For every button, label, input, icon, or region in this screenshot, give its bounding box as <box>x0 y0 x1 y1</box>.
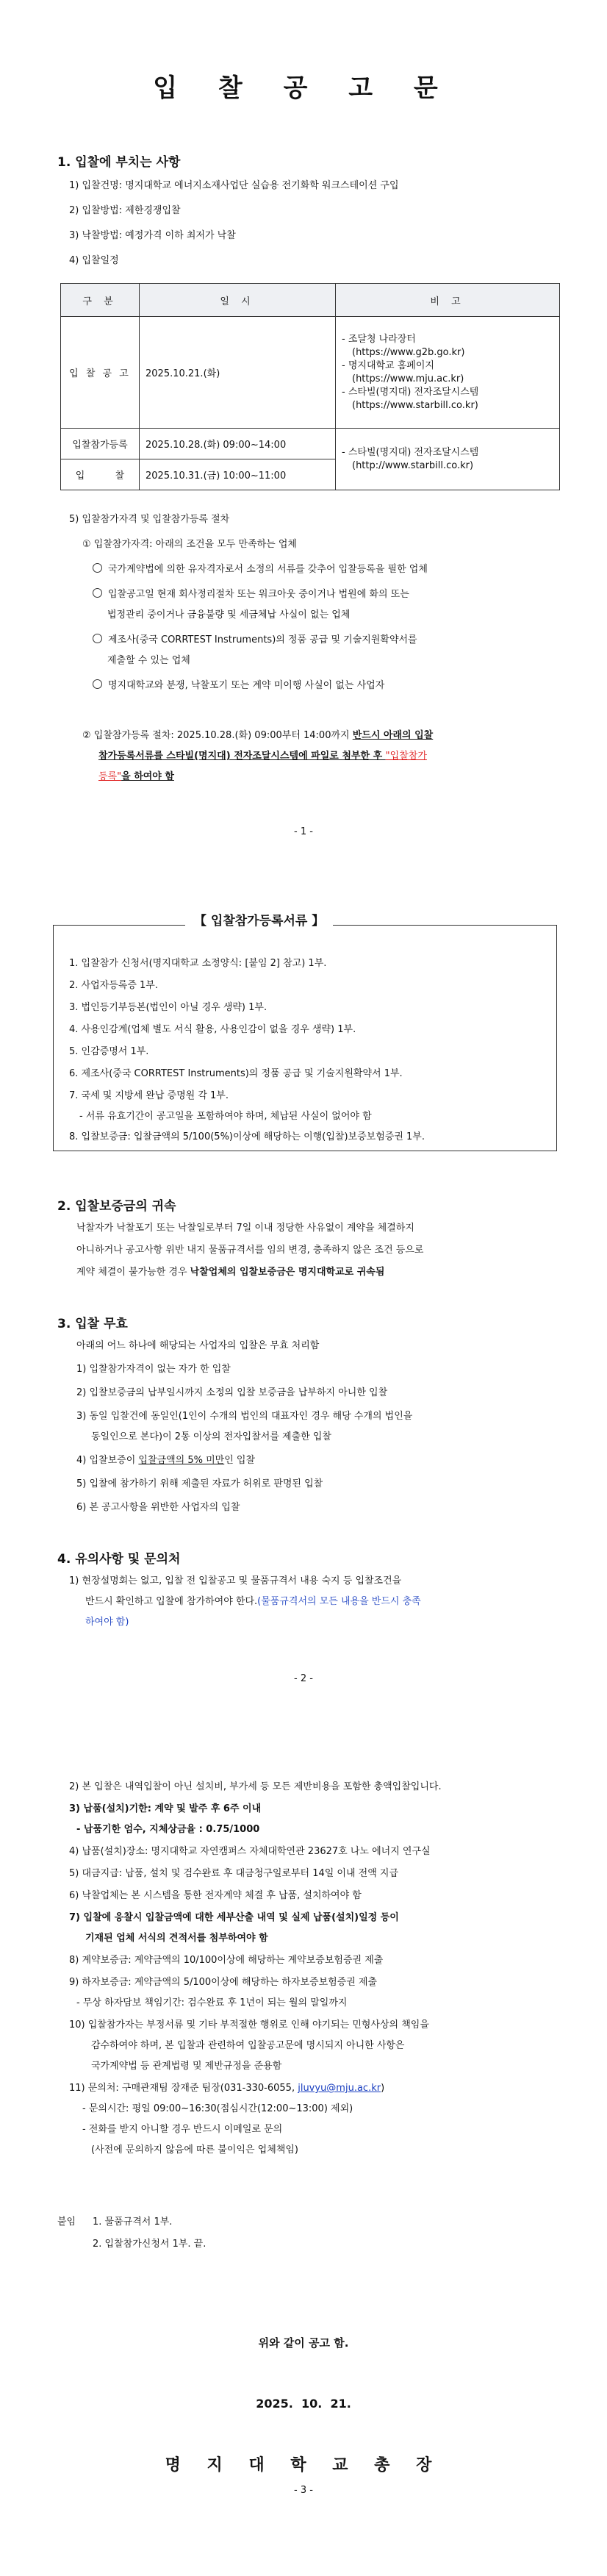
remark-starbill-2-url[interactable]: (http://www.starbill.co.kr) <box>352 459 474 471</box>
doc-5: 5. 인감증명서 1부. <box>69 1046 149 1057</box>
item-qualification-procedure: 5) 입찰참가자격 및 입찰참가등록 절차 <box>69 514 230 525</box>
p3-item-7-cont: 기재된 업체 서식의 견적서를 첨부하여야 함 <box>85 1933 268 1944</box>
registration-procedure-3: 등록"을 하여야 함 <box>98 771 174 782</box>
signatory: 명 지 대 학 교 총 장 <box>165 2456 442 2475</box>
p3-item-2: 2) 본 입찰은 내역입찰이 아닌 설치비, 부가세 등 모든 제반비용을 포함한 총액입찰입니다. <box>69 1781 442 1792</box>
s3-item-1: 1) 입찰참가자격이 없는 자가 한 입찰 <box>76 1364 231 1375</box>
p3-item-7: 7) 입찰에 응찰시 입찰금액에 대한 세부산출 내역 및 실제 납품(설치)일정 등이 <box>69 1912 399 1923</box>
remark-mju: - 명지대학교 홈페이지 <box>342 359 434 371</box>
s2-para-1: 낙찰자가 낙찰포기 또는 낙찰일로부터 7일 이내 정당한 사유없이 계약을 체결하지 <box>76 1223 414 1234</box>
p3-contact-email-note: - 전화를 받지 아니할 경우 반드시 이메일로 문의 <box>82 2124 283 2135</box>
p3-item-9-note: - 무상 하자담보 책임기간: 검수완료 후 1년이 되는 월의 말일까지 <box>76 1997 348 2008</box>
s3-item-5: 5) 입찰에 참가하기 위해 제출된 자료가 허위로 판명된 입찰 <box>76 1478 323 1489</box>
condition-1: 국가계약법에 의한 유자격자로서 소정의 서류를 갖추어 입찰등록을 필한 업체 <box>93 563 428 576</box>
col-header-category: 구 분 <box>61 284 140 317</box>
cell-registration: 입찰참가등록 <box>61 429 140 459</box>
p3-item-10-cont-2: 국가계약법 등 관계법령 및 제반규정을 준용함 <box>91 2061 282 2072</box>
circle-bullet-icon <box>93 563 102 573</box>
contact-email-link[interactable]: jluvyu@mju.ac.kr <box>298 2083 381 2094</box>
p3-item-3: 3) 납품(설치)기한: 계약 및 발주 후 6주 이내 <box>69 1803 262 1814</box>
page-title: 입 찰 공 고 문 <box>153 74 454 103</box>
doc-4: 4. 사용인감계(업체 별도 서식 활용, 사용인감이 없을 경우 생략) 1부. <box>69 1024 356 1035</box>
s4-item-1-cont-2: 하여야 함) <box>85 1617 129 1628</box>
condition-3-cont: 제출할 수 있는 업체 <box>107 655 190 666</box>
remark-starbill-url[interactable]: (https://www.starbill.co.kr) <box>352 399 478 411</box>
s3-item-3: 3) 동일 입찰건에 동일인(1인이 수개의 법인의 대표자인 경우 해당 수개의 법인을 <box>76 1411 413 1422</box>
s4-item-1: 1) 현장설명회는 없고, 입찰 전 입찰공고 및 물품규격서 내용 숙지 등 입찰조건을 <box>69 1575 402 1586</box>
condition-4: 명지대학교와 분쟁, 낙찰포기 또는 계약 미이행 사실이 없는 사업자 <box>93 679 384 693</box>
item-bid-method: 2) 입찰방법: 제한경쟁입찰 <box>69 205 181 216</box>
required-documents-title: 【 입찰참가등록서류 】 <box>185 910 333 929</box>
s3-item-4: 4) 입찰보증이 입찰금액의 5% 미만인 입찰 <box>76 1455 256 1466</box>
p3-item-5: 5) 대금지급: 납품, 설치 및 검수완료 후 대금청구일로부터 14일 이내 전액 지급 <box>69 1868 399 1879</box>
doc-8: 8. 입찰보증금: 입찰금액의 5/100(5%)이상에 해당하는 이행(입찰)보증보험증권 1부. <box>69 1131 425 1142</box>
p3-item-8: 8) 계약보증금: 계약금액의 10/100이상에 해당하는 계약보증보험증권 제출 <box>69 1955 384 1966</box>
cell-bid-date: 2025.10.31.(금) 10:00~11:00 <box>140 459 336 490</box>
s3-item-6: 6) 본 공고사항을 위반한 사업자의 입찰 <box>76 1502 240 1513</box>
col-header-datetime: 일 시 <box>140 284 336 317</box>
s2-para-3: 계약 체결이 불가능한 경우 낙찰업체의 입찰보증금은 명지대학교로 귀속됨 <box>76 1267 385 1278</box>
p3-item-11: 11) 문의처: 구매관재팀 장재준 팀장(031-330-6055, jluvyu@mju.ac.kr) <box>69 2083 385 2094</box>
doc-1: 1. 입찰참가 신청서(명지대학교 소정양식: [붙임 2] 참고) 1부. <box>69 958 327 969</box>
doc-7: 7. 국세 및 지방세 완납 증명원 각 1부. <box>69 1090 229 1101</box>
s2-para-2: 아니하거나 공고사항 위반 내지 물품규격서를 임의 변경, 충족하지 않은 조건 등으로 <box>76 1245 424 1256</box>
circle-bullet-icon <box>93 679 102 689</box>
schedule-table <box>60 283 560 490</box>
remark-g2b-url[interactable]: (https://www.g2b.go.kr) <box>352 346 465 358</box>
remark-starbill: - 스타빌(명지대) 전자조달시스템 <box>342 386 479 398</box>
col-header-remarks: 비 고 <box>336 284 560 317</box>
doc-7-note: - 서류 유효기간이 공고일을 포함하여야 하며, 체납된 사실이 없어야 함 <box>79 1111 372 1122</box>
s4-item-1-cont: 반드시 확인하고 입찰에 참가하여야 한다.(물품규격서의 모든 내용을 반드시 충족 <box>85 1596 421 1607</box>
announcement-date: 2025. 10. 21. <box>256 2397 351 2411</box>
p3-item-6: 6) 낙찰업체는 본 시스템을 통한 전자계약 체결 후 납품, 설치하여야 함 <box>69 1890 362 1901</box>
s3-intro: 아래의 어느 하나에 해당되는 사업자의 입찰은 무효 처리함 <box>76 1340 320 1351</box>
s3-item-2: 2) 입찰보증금의 납부일시까지 소정의 입찰 보증금을 납부하지 아니한 입찰 <box>76 1387 388 1398</box>
p3-contact-disclaimer: (사전에 문의하지 않음에 따른 불이익은 업체책임) <box>91 2144 298 2155</box>
attachment-1: 1. 물품규격서 1부. <box>93 2217 173 2228</box>
remark-g2b: - 조달청 나라장터 <box>342 333 416 345</box>
p3-item-4: 4) 납품(설치)장소: 명지대학교 자연캠퍼스 자체대학연관 23627호 나노 에너지 연구실 <box>69 1846 431 1857</box>
cell-bid: 입 찰 <box>61 459 140 490</box>
item-schedule: 4) 입찰일정 <box>69 255 119 266</box>
circle-bullet-icon <box>93 588 102 598</box>
attachments-label: 붙임 <box>57 2217 76 2228</box>
p3-item-10-cont: 감수하여야 하며, 본 입찰과 관련하여 입찰공고문에 명시되지 아니한 사항은 <box>91 2040 405 2051</box>
p3-contact-hours: - 문의시간: 평일 09:00~16:30(점심시간(12:00~13:00) 제외) <box>82 2103 353 2114</box>
circle-bullet-icon <box>93 634 102 643</box>
condition-2-cont: 법정관리 중이거나 금융불량 및 세금체납 사실이 없는 업체 <box>107 609 351 620</box>
condition-2: 입찰공고일 현재 회사정리절차 또는 워크아웃 중이거나 법원에 화의 또는 <box>93 588 409 601</box>
section-1-heading: 1. 입찰에 부치는 사항 <box>57 155 181 170</box>
p3-item-10: 10) 입찰참가자는 부정서류 및 기타 부적절한 행위로 인해 야기되는 민형사상의 책임을 <box>69 2019 429 2031</box>
page-number-2: - 2 - <box>294 1673 313 1684</box>
closing-statement: 위와 같이 공고 함. <box>258 2336 349 2350</box>
cell-registration-date: 2025.10.28.(화) 09:00~14:00 <box>140 429 336 459</box>
p3-item-9: 9) 하자보증금: 계약금액의 5/100이상에 해당하는 하자보증보험증권 제출 <box>69 1977 378 1988</box>
condition-3: 제조사(중국 CORRTEST Instruments)의 정품 공급 및 기술지원확약서를 <box>93 634 417 647</box>
remark-starbill-2: - 스타빌(명지대) 전자조달시스템 <box>342 446 479 458</box>
item-qualification: ① 입찰참가자격: 아래의 조건을 모두 만족하는 업체 <box>82 539 297 550</box>
doc-6: 6. 제조사(중국 CORRTEST Instruments)의 정품 공급 및 기술지원확약서 1부. <box>69 1068 403 1079</box>
remark-mju-url[interactable]: (https://www.mju.ac.kr) <box>352 373 464 384</box>
item-bid-name: 1) 입찰건명: 명지대학교 에너지소재사업단 실습용 전기화학 워크스테이션 구입 <box>69 180 399 191</box>
item-award-method: 3) 낙찰방법: 예정가격 이하 최저가 낙찰 <box>69 230 236 241</box>
section-4-heading: 4. 유의사항 및 문의처 <box>57 1552 181 1567</box>
doc-2: 2. 사업자등록증 1부. <box>69 980 158 991</box>
attachment-2: 2. 입찰참가신청서 1부. 끝. <box>93 2239 206 2250</box>
section-3-heading: 3. 입찰 무효 <box>57 1317 128 1331</box>
registration-procedure-2: 참가등록서류를 스타빌(명지대) 전자조달시스템에 파일로 첨부한 후 "입찰참가 <box>98 751 427 762</box>
doc-3: 3. 법인등기부등본(법인이 아닐 경우 생략) 1부. <box>69 1002 267 1013</box>
page-number-3: - 3 - <box>294 2485 313 2496</box>
section-2-heading: 2. 입찰보증금의 귀속 <box>57 1199 176 1214</box>
p3-item-3-note: - 납품기한 엄수, 지체상금율 : 0.75/1000 <box>76 1824 260 1835</box>
cell-announce-date: 2025.10.21.(화) <box>140 317 336 429</box>
cell-announce: 입 찰 공 고 <box>61 317 140 429</box>
page-number-1: - 1 - <box>294 826 313 837</box>
registration-procedure-1: ② 입찰참가등록 절차: 2025.10.28.(화) 09:00부터 14:00까지 반드시 아래의 입찰 <box>82 730 434 741</box>
s3-item-3-cont: 동일인으로 본다)이 2통 이상의 전자입찰서를 제출한 입찰 <box>91 1431 331 1442</box>
